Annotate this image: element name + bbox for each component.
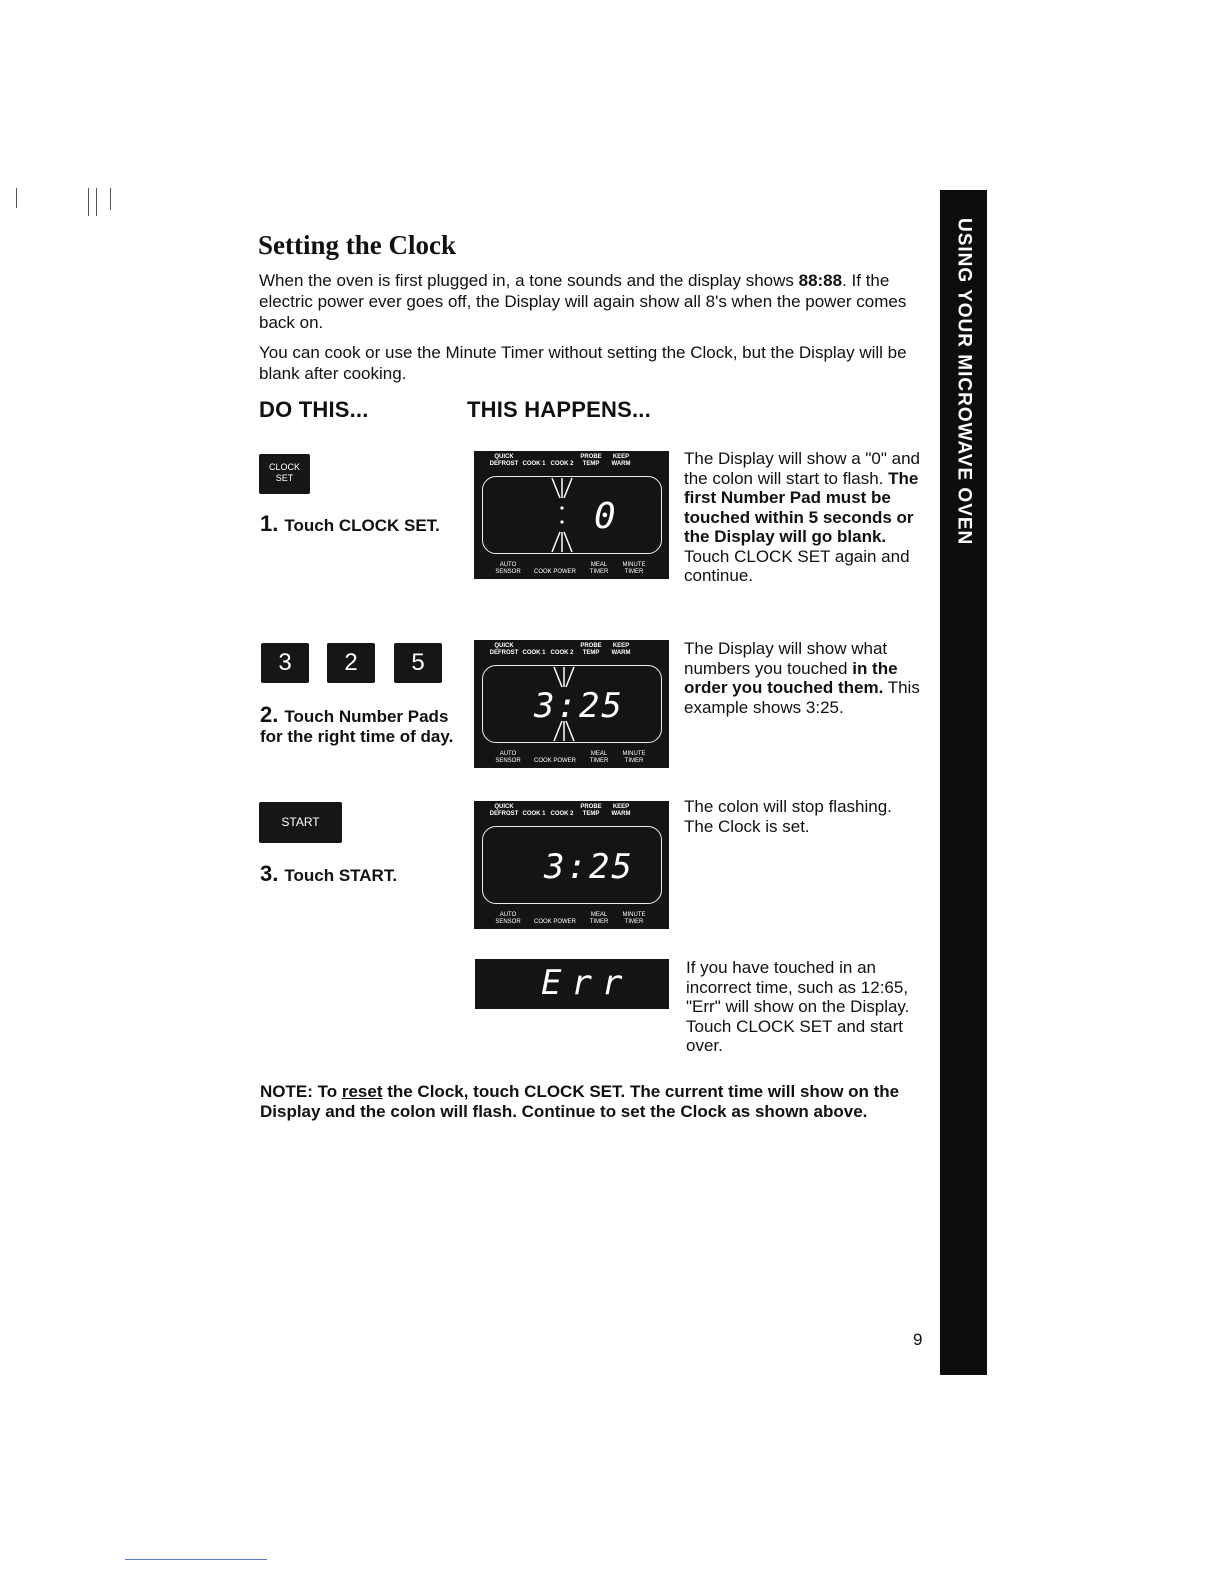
number-pad-3[interactable]: 3 bbox=[261, 643, 309, 683]
panel-label: KEEP WARM bbox=[611, 454, 631, 467]
panel-label: MINUTE TIMER bbox=[622, 912, 646, 925]
desc-text: Touch CLOCK SET again and continue. bbox=[684, 546, 910, 585]
number-pad-5[interactable]: 5 bbox=[394, 643, 442, 683]
display-time: 3:25 bbox=[534, 686, 624, 726]
panel-label: KEEP WARM bbox=[611, 804, 631, 817]
panel-top-labels bbox=[488, 804, 658, 818]
panel-bottom-labels bbox=[488, 562, 658, 576]
flashing-time-display bbox=[482, 665, 660, 743]
panel-label: MINUTE TIMER bbox=[622, 751, 646, 764]
desc-bold-text: The first Number Pad must be touched within 5 seconds or the Display will go blank. bbox=[684, 468, 919, 546]
panel-label: PROBE TEMP bbox=[580, 643, 602, 656]
panel-top-labels bbox=[488, 643, 658, 657]
step-text: Touch START. bbox=[284, 866, 398, 885]
desc-text: The Display will show a "0" and the colon will start to flash. bbox=[684, 449, 921, 488]
note-text: NOTE: To bbox=[260, 1082, 342, 1101]
panel-label: QUICK DEFROST bbox=[489, 454, 519, 467]
panel-label: COOK POWER bbox=[533, 758, 576, 764]
panel-label: PROBE TEMP bbox=[580, 804, 602, 817]
step-number: 3. bbox=[260, 861, 279, 886]
section-side-tab bbox=[940, 190, 987, 1375]
panel-top-labels bbox=[488, 454, 658, 468]
panel-label: COOK 1 bbox=[522, 461, 546, 467]
panel-label: AUTO SENSOR bbox=[495, 912, 521, 925]
this-happens-heading: THIS HAPPENS... bbox=[467, 397, 651, 422]
panel-label: MEAL TIMER bbox=[589, 751, 609, 764]
clock-set-pad[interactable] bbox=[259, 454, 310, 494]
display-panel-3 bbox=[474, 801, 669, 929]
step-3-description: The colon will stop flashing. The Clock is set. bbox=[684, 797, 892, 836]
panel-label: COOK POWER bbox=[533, 919, 576, 925]
panel-label: AUTO SENSOR bbox=[495, 562, 521, 575]
panel-label: MEAL TIMER bbox=[589, 562, 609, 575]
intro-paragraph-1 bbox=[259, 270, 919, 333]
panel-label: QUICK DEFROST bbox=[489, 643, 519, 656]
bottom-rule bbox=[125, 1559, 267, 1560]
step-text: Touch Number Pads for the right time of day. bbox=[260, 707, 454, 746]
do-this-heading: DO THIS... bbox=[259, 397, 369, 422]
step-2-label bbox=[260, 702, 455, 747]
panel-label: COOK 1 bbox=[522, 650, 546, 656]
error-description: If you have touched in an incorrect time, such as 12:65, "Err" will show on the Display. Touch CLOCK SET and start over. bbox=[686, 958, 910, 1055]
desc-text: The Display will show what numbers you touched bbox=[684, 639, 888, 678]
panel-label: AUTO SENSOR bbox=[495, 751, 521, 764]
clock-set-pad-label: CLOCK SET bbox=[268, 462, 300, 483]
margin-mark bbox=[96, 188, 97, 216]
display-panel-2 bbox=[474, 640, 669, 768]
clock-set-display bbox=[482, 826, 660, 904]
panel-label: COOK 2 bbox=[550, 461, 574, 467]
page-title: Setting the Clock bbox=[258, 230, 456, 260]
step-3-label bbox=[260, 861, 398, 886]
panel-label: MEAL TIMER bbox=[589, 912, 609, 925]
panel-label: KEEP WARM bbox=[611, 643, 631, 656]
note-text: the Clock, touch CLOCK SET. The current time will show on the Display and the colon will flash. Continue to set the Clock as shown above. bbox=[260, 1082, 900, 1121]
start-pad[interactable]: START bbox=[259, 802, 342, 843]
panel-label: COOK POWER bbox=[533, 569, 576, 575]
margin-mark bbox=[88, 188, 89, 216]
margin-mark bbox=[16, 188, 17, 208]
display-time: 3:25 bbox=[544, 847, 634, 887]
display-digit: 0 bbox=[594, 496, 616, 537]
desc-text: This example shows 3:25. bbox=[684, 678, 920, 717]
panel-label: MINUTE TIMER bbox=[622, 562, 646, 575]
intro-bold-display: 88:88 bbox=[798, 271, 843, 290]
panel-label: COOK 2 bbox=[550, 811, 574, 817]
note-underlined-word: reset bbox=[341, 1082, 383, 1101]
intro-text: When the oven is first plugged in, a tone sounds and the display shows bbox=[259, 271, 799, 290]
step-number: 2. bbox=[260, 702, 279, 727]
display-panel-1 bbox=[474, 451, 669, 579]
step-1-description bbox=[684, 449, 924, 586]
desc-bold-text: in the order you touched them. bbox=[684, 658, 898, 697]
panel-label: COOK 2 bbox=[550, 650, 574, 656]
panel-label: QUICK DEFROST bbox=[489, 804, 519, 817]
step-2-description bbox=[684, 639, 924, 717]
panel-bottom-labels bbox=[488, 912, 658, 926]
step-1-label bbox=[260, 511, 440, 536]
error-text: Err bbox=[541, 963, 633, 1003]
panel-label: COOK 1 bbox=[522, 811, 546, 817]
side-tab-label: USING YOUR MICROWAVE OVEN bbox=[953, 218, 975, 546]
margin-mark bbox=[110, 188, 111, 210]
intro-text: . If the electric power ever goes off, the Display will again show all 8's when the power comes back on. bbox=[259, 271, 907, 332]
intro-paragraph-2: You can cook or use the Minute Timer without setting the Clock, but the Display will be blank after cooking. bbox=[259, 343, 907, 383]
panel-label: PROBE TEMP bbox=[580, 454, 602, 467]
flashing-colon-display bbox=[482, 476, 660, 554]
page-number: 9 bbox=[913, 1330, 923, 1349]
step-number: 1. bbox=[260, 511, 279, 536]
step-text: Touch CLOCK SET. bbox=[284, 516, 440, 535]
error-display bbox=[475, 959, 669, 1009]
number-pad-2[interactable]: 2 bbox=[327, 643, 375, 683]
panel-bottom-labels bbox=[488, 751, 658, 765]
note-paragraph bbox=[260, 1082, 900, 1122]
